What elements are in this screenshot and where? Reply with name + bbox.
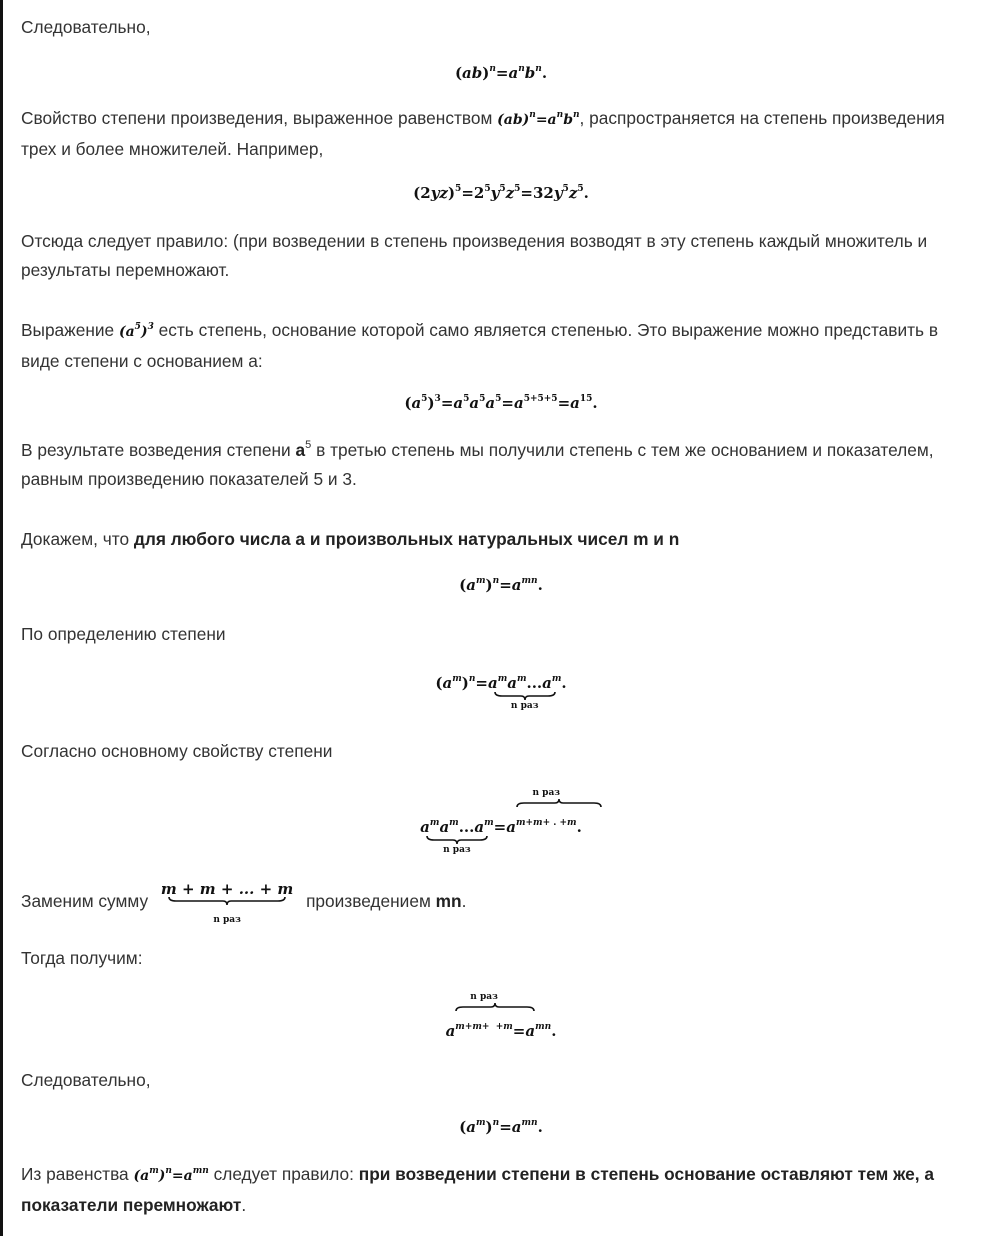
brace-label: n раз xyxy=(510,701,539,711)
paragraph-therefore-2: Следовательно, xyxy=(21,1070,151,1090)
paragraph-then: Тогда получим: xyxy=(21,948,143,968)
paragraph-rule-product: Отсюда следует правило: (при возведении в степень произведения возводят в эту степень каждый множитель и результаты перемножают. xyxy=(21,231,928,280)
brace-label: n раз xyxy=(470,992,498,1002)
underbrace xyxy=(488,691,561,711)
underbrace-icon xyxy=(426,835,488,845)
paragraph-product-property xyxy=(21,104,971,164)
paragraph-prove xyxy=(21,525,971,554)
left-border xyxy=(0,0,3,1236)
paragraph-replace-sum xyxy=(21,880,971,925)
formula-2yz: $(2yz)^5=2^5y^5z^5=32y^5z^5$. xyxy=(413,184,589,202)
formula-power-of-power: $(a^m)^n=a^{mn}$. xyxy=(459,576,543,594)
paragraph-result xyxy=(21,436,971,494)
text: , распространяется на степень произведения трех и более множителей. Например, xyxy=(21,108,945,159)
text: . xyxy=(461,891,467,911)
power-exponent: 5 xyxy=(305,439,312,451)
formula-definition: $(a^m)^n=a^ma^m...a^m$ n раз . xyxy=(435,674,567,711)
text: есть степень, основание которой само является степенью. Это выражение можно представить в виде степени с основанием а: xyxy=(21,320,939,371)
bold-rule: при возведении степени в степень основание оставляют тем же, а показатели перемножают xyxy=(21,1164,934,1215)
underbraced-sum xyxy=(160,880,294,925)
formula-a5-cubed: $(a^5)^3=a^5a^5a^5=a^{5+5+5}=a^{15}$. xyxy=(404,394,598,412)
text: в третью степень мы получили степень с тем же основанием и показателем, равным произведению показателей 5 и 3. xyxy=(21,440,934,489)
text: Заменим сумму xyxy=(21,891,149,911)
brace-label: n раз xyxy=(443,845,471,855)
formula-final: $(a^m)^n=a^{mn}$. xyxy=(459,1118,543,1136)
text: Докажем, что xyxy=(21,529,130,549)
text: . xyxy=(241,1195,247,1215)
text: Свойство степени произведения, выраженное равенством xyxy=(21,108,493,128)
underbrace-icon xyxy=(494,691,556,701)
sum-expression: m + m + ... + m xyxy=(160,880,294,898)
power-base: a xyxy=(295,440,306,460)
inline-formula-a5-cubed: $(a^5)^3$ xyxy=(118,322,154,340)
underbrace xyxy=(161,896,293,935)
text: В результате возведения степени xyxy=(21,440,291,460)
underbraced-product: $a^ma^m...a^m$ n раз xyxy=(487,674,562,711)
text: произведением xyxy=(306,891,431,911)
bold-mn: mn xyxy=(435,891,462,911)
text: Выражение xyxy=(21,320,115,340)
formula-result: $a^{m+m+ +m}$ n раз $=a^{mn}$. xyxy=(445,992,557,1040)
underbrace xyxy=(420,835,493,855)
paragraph-expression xyxy=(21,316,971,376)
overbrace xyxy=(455,992,513,1012)
inline-formula-power-of-power: $(a^m)^n=a^{mn}$ xyxy=(133,1166,209,1184)
overbrace xyxy=(516,788,577,808)
underbrace-icon xyxy=(168,896,286,906)
paragraph-by-definition: По определению степени xyxy=(21,624,226,644)
bold-statement: для любого числа а и произвольных натуральных чисел m и n xyxy=(133,529,680,549)
paragraph-basic-property: Согласно основному свойству степени xyxy=(21,741,333,761)
overbrace-icon xyxy=(455,1002,535,1012)
paragraph-final-rule xyxy=(21,1160,971,1220)
overbraced-exponent: $^{m+m+ . +m}$ n раз xyxy=(516,818,577,836)
brace-label: n раз xyxy=(213,915,241,925)
overbrace-icon xyxy=(516,798,602,808)
formula-product-power: $(ab)^n=a^nb^n$. xyxy=(454,64,548,82)
underbraced-product: $a^ma^m...a^m$ n раз xyxy=(420,818,494,855)
overbraced-exponent: $^{m+m+ +m}$ n раз xyxy=(455,1022,513,1040)
text: Из равенства xyxy=(21,1164,129,1184)
inline-formula-product-power: $(ab)^n=a^nb^n$ xyxy=(497,110,580,128)
brace-label: n раз xyxy=(532,788,561,798)
formula-basic-property: $a^ma^m...a^m$ n раз $=a^{m+m+ . +m}$ n раз . xyxy=(21,818,981,836)
text: следует правило: xyxy=(213,1164,354,1184)
paragraph-therefore-1: Следовательно, xyxy=(21,17,151,37)
